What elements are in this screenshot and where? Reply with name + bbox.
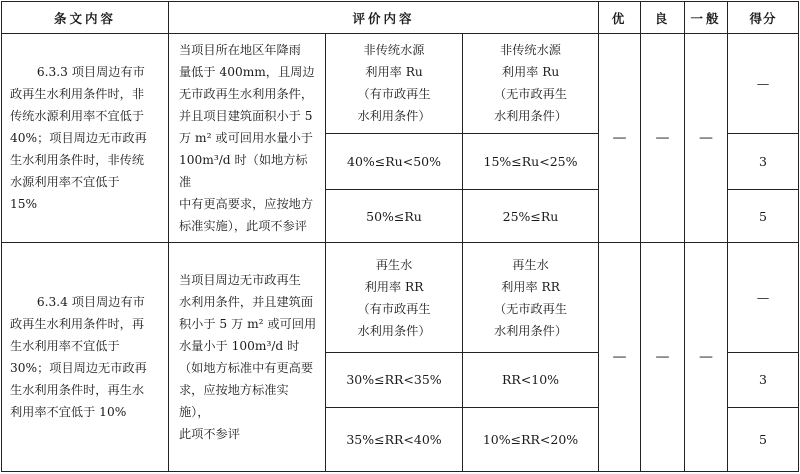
condition-line: 并且项目建筑面积小于 5 xyxy=(179,109,313,124)
condition-line: （如地方标准中有更高要 xyxy=(179,361,314,376)
clause-line: 政再生水利用条件时，再 xyxy=(10,317,145,332)
range-cell: 40%≤Ru<50% xyxy=(326,133,463,189)
metric-head-without-reclaimed xyxy=(463,243,599,353)
metric-line: 利用率 RR xyxy=(364,279,424,294)
metric-line: 非传统水源 xyxy=(363,43,425,58)
general-cell: — xyxy=(685,243,728,472)
general-cell: — xyxy=(685,34,728,243)
range-cell: 15%≤Ru<25% xyxy=(463,133,599,189)
metric-line: 水利用条件） xyxy=(357,323,431,338)
good-cell: — xyxy=(641,34,685,243)
metric-line: 再生水 xyxy=(375,257,413,272)
clause-line: 生水利用率不宜低于 xyxy=(10,339,120,354)
metric-head-with-reclaimed xyxy=(326,34,463,134)
metric-line: 水利用条件） xyxy=(493,323,568,338)
header-row xyxy=(2,2,799,34)
score-cell: — xyxy=(728,34,799,134)
clause-line: 政再生水利用条件时，非 xyxy=(10,87,145,102)
range-cell: RR<10% xyxy=(463,353,599,407)
evaluation-table xyxy=(1,1,799,472)
metric-line: 非传统水源 xyxy=(500,43,561,58)
condition-line: 水利用条件，并且建筑面 xyxy=(179,295,314,310)
clause-6-3-4 xyxy=(2,243,169,472)
metric-line: 水利用条件） xyxy=(493,109,568,124)
clause-line: 利用率不宜低于 10% xyxy=(10,405,127,420)
condition-line: 积小于 5 万 m² 或可回用 xyxy=(179,317,317,332)
clause-6-3-3 xyxy=(2,34,169,243)
clause-line: 生水利用条件时，非传统 xyxy=(10,153,145,168)
metric-line: 水利用条件） xyxy=(357,109,431,124)
condition-line: 中有更高要求，应按地方 xyxy=(179,197,314,212)
excellent-cell: — xyxy=(599,34,641,243)
range-cell: 30%≤RR<35% xyxy=(326,353,463,407)
condition-line: 当项目所在地区年降雨 xyxy=(179,43,301,58)
header-evaluation: 评价内容 xyxy=(169,2,599,34)
header-good: 良 xyxy=(641,2,685,34)
metric-head-without-reclaimed xyxy=(463,34,599,134)
range-cell: 35%≤RR<40% xyxy=(326,407,463,471)
condition-6-3-4 xyxy=(169,243,326,472)
clause-line: 30%；项目周边无市政再 xyxy=(10,361,147,376)
clause-line: 生水利用条件时，再生水 xyxy=(10,383,145,398)
condition-line: 水量小于 100m³/d 时 xyxy=(179,339,300,354)
condition-line: 无市政再生水利用条件， xyxy=(179,87,314,102)
condition-line: 标准实施），此项不参评 xyxy=(179,219,307,234)
condition-line: 此项不参评 xyxy=(179,427,240,442)
clause-line: 15% xyxy=(10,197,38,212)
table-row xyxy=(2,243,799,353)
condition-line: 当项目周边无市政再生 xyxy=(179,273,301,288)
clause-line: 水源利用率不宜低于 xyxy=(10,175,120,190)
score-cell: 3 xyxy=(728,353,799,407)
table-row xyxy=(2,34,799,134)
header-general: 一般 xyxy=(685,2,728,34)
condition-line: 求，应按地方标准实施）， xyxy=(179,383,289,420)
score-cell: 5 xyxy=(728,407,799,471)
metric-line: （有市政再生 xyxy=(357,87,431,102)
score-cell: 3 xyxy=(728,133,799,189)
clause-line: 传统水源利用率不宜低于 xyxy=(10,109,145,124)
header-score: 得分 xyxy=(728,2,799,34)
score-cell: — xyxy=(728,243,799,353)
metric-line: 利用率 Ru xyxy=(501,65,560,80)
condition-6-3-3 xyxy=(169,34,326,243)
range-cell: 10%≤RR<20% xyxy=(463,407,599,471)
metric-line: 利用率 Ru xyxy=(365,65,423,80)
clause-line: 40%；项目周边无市政再 xyxy=(10,131,147,146)
range-cell: 50%≤Ru xyxy=(326,190,463,243)
header-clause: 条文内容 xyxy=(2,2,169,34)
clause-line: 6.3.3 项目周边有市 xyxy=(36,65,145,80)
condition-line: 量低于 400mm，且周边 xyxy=(179,65,315,80)
metric-head-with-reclaimed xyxy=(326,243,463,353)
condition-line: 100m³/d 时（如地方标准 xyxy=(179,153,308,190)
metric-line: （无市政再生 xyxy=(493,87,568,102)
score-cell: 5 xyxy=(728,190,799,243)
metric-line: 利用率 RR xyxy=(501,279,560,294)
condition-line: 万 m² 或可回用水量小于 xyxy=(179,131,313,146)
excellent-cell: — xyxy=(599,243,641,472)
metric-line: （有市政再生 xyxy=(357,301,431,316)
good-cell: — xyxy=(641,243,685,472)
range-cell: 25%≤Ru xyxy=(463,190,599,243)
header-excellent: 优 xyxy=(599,2,641,34)
metric-line: （无市政再生 xyxy=(493,301,568,316)
clause-line: 6.3.4 项目周边有市 xyxy=(36,295,145,310)
metric-line: 再生水 xyxy=(512,257,549,272)
